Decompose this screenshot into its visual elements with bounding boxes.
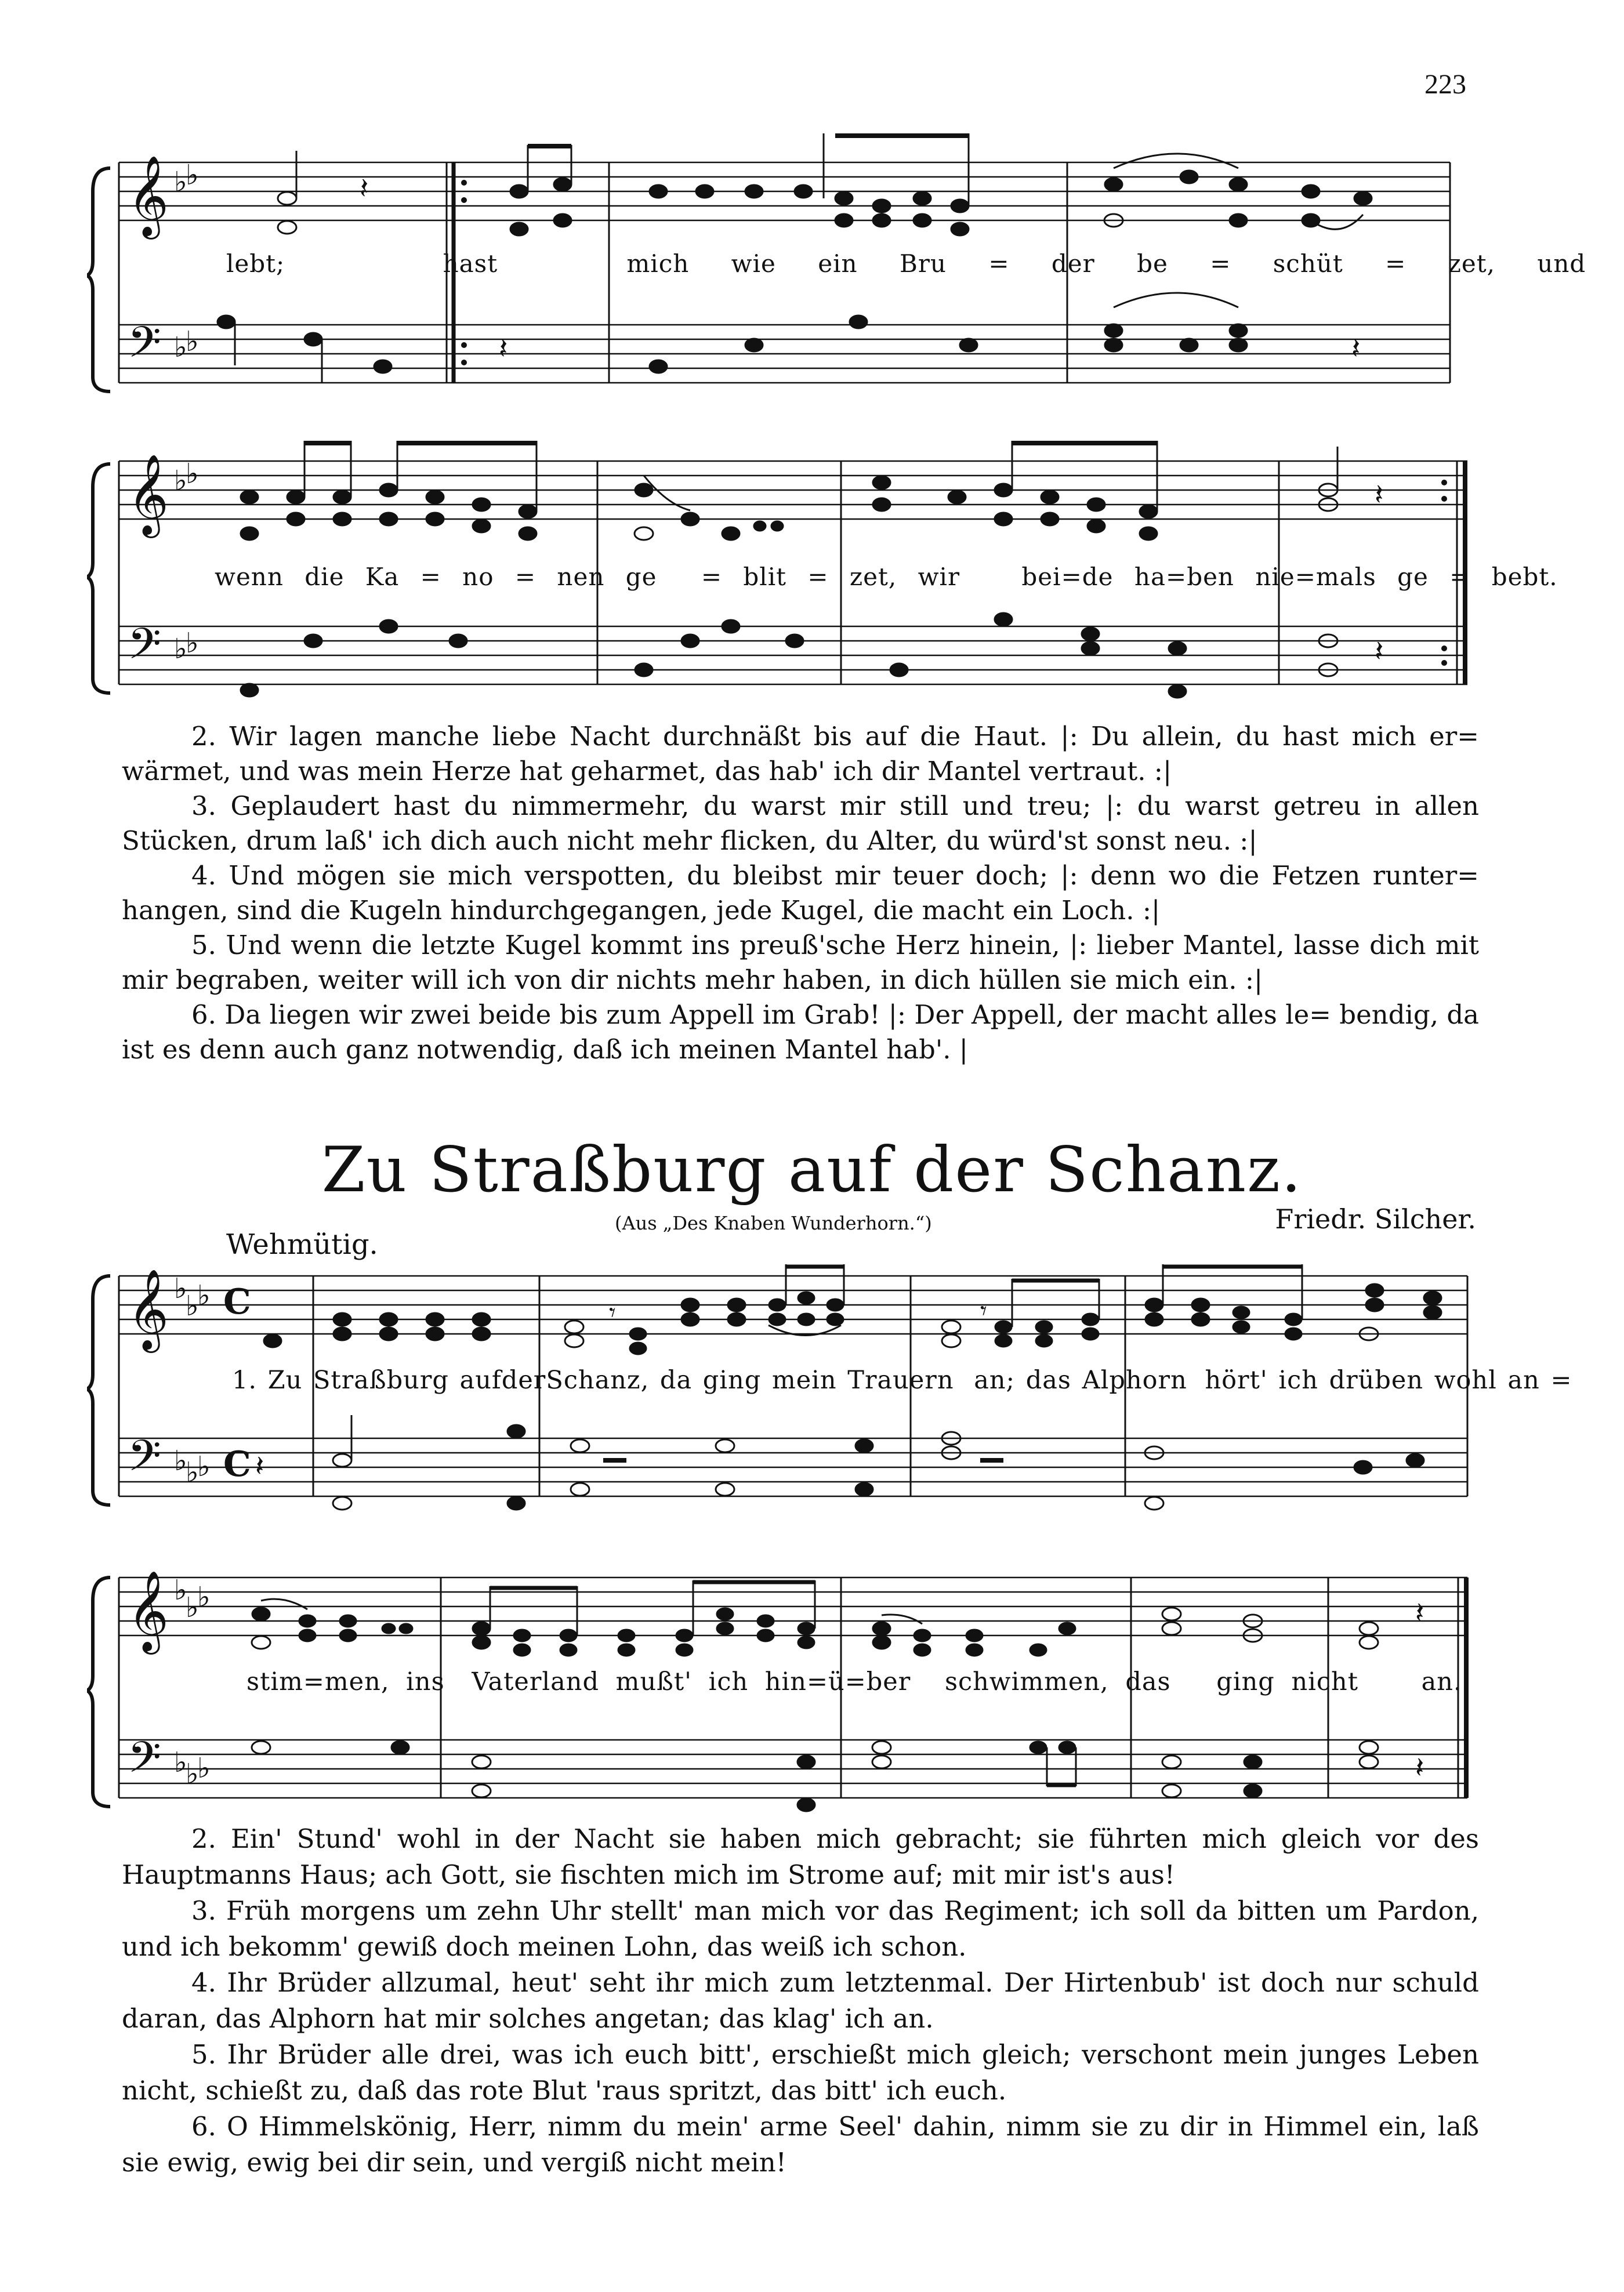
song2-system-1-lyrics xyxy=(232,1366,1572,1395)
svg-text:♭: ♭ xyxy=(174,1574,187,1606)
lyric-hyphen: = xyxy=(988,249,1010,278)
lyric-hyphen: = xyxy=(420,563,441,591)
lyric-word: wenn xyxy=(215,563,284,591)
svg-text:♭: ♭ xyxy=(174,1746,187,1779)
lyric-word: ich xyxy=(1278,1366,1318,1395)
tempo-marking: Wehmütig. xyxy=(226,1228,378,1261)
lyric-word: nie xyxy=(1255,563,1295,591)
verse-6: 6. Da liegen wir zwei beide bis zum Appell im Grab! |: Der Appell, der macht alles le= bendig, da ist es denn auch ganz notwendig, daß ich meinen Mantel hab'. | xyxy=(122,999,1479,1065)
lyric-word: ich xyxy=(708,1667,749,1696)
lyric-word: ge xyxy=(625,563,657,591)
svg-text:♭: ♭ xyxy=(174,465,187,497)
lyric-word: be xyxy=(1137,249,1168,278)
verse-2: 2. Ein' Stund' wohl in der Nacht sie haben mich gebracht; sie führten mich gleich vor des Hauptmanns Haus; ach Gott, sie fischten mich im Strome auf; mit mir ist's aus! xyxy=(122,1823,1479,1890)
lyric-word: auf xyxy=(459,1366,502,1395)
lyric-word: lebt; xyxy=(226,249,285,278)
song-title: Zu Straßburg auf der Schanz. xyxy=(321,1134,1303,1206)
svg-text:𝄽: 𝄽 xyxy=(1375,634,1384,668)
svg-text:♭: ♭ xyxy=(197,1581,211,1613)
svg-text:♭: ♭ xyxy=(174,1272,187,1305)
lyric-word: an; xyxy=(974,1366,1016,1395)
lyric-word: Vaterland xyxy=(472,1667,599,1696)
lyric-word: Bru xyxy=(899,249,947,278)
song1-system-2-lyrics xyxy=(215,563,1558,591)
svg-text:𝄢: 𝄢 xyxy=(128,317,161,378)
song1-system-1 xyxy=(87,133,1586,406)
song2-system-2 xyxy=(87,1554,1479,1827)
verse-6: 6. O Himmelskönig, Herr, nimm du mein' arme Seel' dahin, nimm sie zu dir in Himmel ein, laß sie ewig, ewig bei dir sein, und vergiß nicht mein! xyxy=(122,2111,1479,2178)
lyric-word: Straßburg xyxy=(313,1366,449,1395)
lyric-hyphen: = xyxy=(844,1667,867,1696)
song1-system-1-lyrics xyxy=(226,249,1586,278)
lyric-word: ha xyxy=(1134,563,1166,591)
verse-3: 3. Geplaudert hast du nimmermehr, du warst mir still und treu; |: du warst getreu in allen Stücken, drum laß' ich dich auch nicht mehr flicken, du Alter, du würd'st sonst neu. :| xyxy=(122,790,1479,856)
svg-text:𝄢: 𝄢 xyxy=(128,1431,161,1492)
lyric-hyphen: = xyxy=(1061,563,1082,591)
lyric-word: bebt. xyxy=(1491,563,1558,591)
lyric-word: hast xyxy=(443,249,498,278)
lyric-word: da xyxy=(659,1366,693,1395)
lyric-word: ins xyxy=(406,1667,445,1696)
time-signature-treble: C xyxy=(223,1282,251,1322)
song1-verses xyxy=(122,719,1479,1067)
lyric-word: an. xyxy=(1421,1667,1462,1696)
lyric-word: 1. Zu xyxy=(232,1366,303,1395)
lyric-word: der xyxy=(501,1366,546,1395)
svg-text:𝄽: 𝄽 xyxy=(360,172,369,205)
lyric-word: Trauern xyxy=(847,1366,954,1395)
lyric-word: das xyxy=(1025,1366,1071,1395)
svg-text:𝄽: 𝄽 xyxy=(1415,1751,1424,1785)
svg-text:♭: ♭ xyxy=(197,1450,211,1483)
lyric-word: drüben xyxy=(1329,1366,1424,1395)
lyric-word: no xyxy=(462,563,494,591)
verse-4: 4. Und mögen sie mich verspotten, du bleibst mir teuer doch; |: denn wo die Fetzen runter= hangen, sind die Kugeln hindurchgegangen, jede Kugel, die macht ein Loch. :| xyxy=(122,860,1479,926)
lyric-word: mals xyxy=(1315,563,1376,591)
lyric-hyphen: = xyxy=(1385,249,1406,278)
svg-text:♭: ♭ xyxy=(174,1445,187,1477)
lyric-word: de xyxy=(1082,563,1114,591)
svg-text:𝄾: 𝄾 xyxy=(980,1296,987,1326)
song-composer: Friedr. Silcher. xyxy=(1275,1203,1476,1235)
svg-text:♭: ♭ xyxy=(186,1456,199,1489)
lyric-word: mich xyxy=(626,249,690,278)
lyric-word: men, xyxy=(324,1667,390,1696)
verse-4: 4. Ihr Brüder allzumal, heut' seht ihr mich zum letztenmal. Der Hirtenbub' ist doch nur schuld daran, das Alphorn hat mir solches angetan; das klag' ich an. xyxy=(122,1967,1479,2034)
song-source: (Aus „Des Knaben Wunderhorn.“) xyxy=(615,1212,932,1234)
svg-text:♭: ♭ xyxy=(186,1290,199,1322)
svg-text:𝄽: 𝄽 xyxy=(1351,332,1361,365)
lyric-word: ü xyxy=(828,1667,845,1696)
lyric-word: schwimmen, xyxy=(944,1667,1109,1696)
lyric-word: mein xyxy=(771,1366,837,1395)
svg-text:𝄢: 𝄢 xyxy=(128,619,161,680)
verse-2: 2. Wir lagen manche liebe Nacht durchnäßt bis auf die Haut. |: Du allein, du hast mich er= wärmet, und was mein Herze hat geharmet, das hab' ich dir Mantel vertraut. :| xyxy=(122,721,1479,786)
lyric-hyphen: = xyxy=(514,563,536,591)
song2-system-1 xyxy=(87,1253,1572,1525)
lyric-word: ber xyxy=(866,1667,911,1696)
lyric-hyphen: = xyxy=(701,563,723,591)
song2-system-2-lyrics xyxy=(246,1667,1462,1696)
lyric-word: und xyxy=(1537,249,1586,278)
lyric-word: Alphorn xyxy=(1082,1366,1187,1395)
lyric-word: hin xyxy=(764,1667,807,1696)
lyric-word: stim xyxy=(246,1667,303,1696)
lyric-word: zet, xyxy=(849,563,897,591)
svg-text:𝄞: 𝄞 xyxy=(128,1571,169,1651)
lyric-word: zet, xyxy=(1448,249,1495,278)
lyric-word: mußt' xyxy=(615,1667,692,1696)
lyric-word: bei xyxy=(1021,563,1061,591)
lyric-word: wohl xyxy=(1434,1366,1497,1395)
svg-text:𝄽: 𝄽 xyxy=(499,332,508,365)
lyric-hyphen: = xyxy=(1165,563,1187,591)
svg-text:𝄽: 𝄽 xyxy=(255,1449,264,1483)
song2-verses xyxy=(122,1821,1479,2181)
lyric-hyphen: = xyxy=(1295,563,1316,591)
svg-text:♭: ♭ xyxy=(197,1752,211,1785)
svg-text:𝄞: 𝄞 xyxy=(128,454,169,535)
page-number: 223 xyxy=(1424,69,1466,100)
lyric-word: nen xyxy=(557,563,605,591)
lyric-word: ge xyxy=(1397,563,1429,591)
lyric-word: ein xyxy=(818,249,858,278)
lyric-word: nicht xyxy=(1291,1667,1358,1696)
lyric-word: Ka xyxy=(365,563,400,591)
svg-text:𝄽: 𝄽 xyxy=(1415,1596,1424,1630)
verse-5: 5. Ihr Brüder alle drei, was ich euch bitt', erschießt mich gleich; verschont mein junges Leben nicht, schießt zu, daß das rote Blut 'raus spritzt, das bitt' ich euch. xyxy=(122,2039,1479,2106)
svg-text:♭: ♭ xyxy=(186,1758,199,1790)
lyric-word: schüt xyxy=(1273,249,1343,278)
svg-text:♭: ♭ xyxy=(174,633,187,665)
svg-text:♭: ♭ xyxy=(186,458,199,490)
verse-3: 3. Früh morgens um zehn Uhr stellt' man mich vor das Regiment; ich soll da bitten um Pardon, und ich bekomm' gewiß doch meinen Lohn, das weiß ich schon. xyxy=(122,1895,1479,1962)
lyric-word: wie xyxy=(731,249,776,278)
svg-text:♭: ♭ xyxy=(186,325,199,358)
svg-text:𝄽: 𝄽 xyxy=(1375,478,1384,512)
lyric-hyphen: = xyxy=(303,1667,325,1696)
svg-text:𝄞: 𝄞 xyxy=(128,155,169,236)
lyric-hyphen: = xyxy=(1449,563,1471,591)
svg-text:♭: ♭ xyxy=(186,159,199,191)
verse-5: 5. Und wenn die letzte Kugel kommt ins preuß'sche Herz hinein, |: lieber Mantel, lasse dich mit mir begraben, weiter will ich von dir nichts mehr haben, in dich hüllen sie mich ein. :| xyxy=(122,930,1479,995)
lyric-word: die xyxy=(304,563,345,591)
svg-text:♭: ♭ xyxy=(174,331,187,364)
lyric-word: hört' xyxy=(1205,1366,1268,1395)
lyric-word: blit xyxy=(743,563,787,591)
song1-system-2 xyxy=(87,441,1558,713)
lyric-hyphen: = xyxy=(1210,249,1231,278)
svg-text:♭: ♭ xyxy=(174,166,187,198)
svg-text:𝄾: 𝄾 xyxy=(609,1298,616,1328)
lyric-word: das xyxy=(1125,1667,1171,1696)
svg-text:♭: ♭ xyxy=(186,1591,199,1624)
lyric-word: wir xyxy=(918,563,960,591)
time-signature-bass: C xyxy=(223,1444,251,1485)
lyric-hyphen: = xyxy=(806,1667,829,1696)
lyric-word: der xyxy=(1051,249,1095,278)
svg-text:♭: ♭ xyxy=(186,627,199,659)
svg-text:𝄢: 𝄢 xyxy=(128,1732,161,1793)
svg-text:♭: ♭ xyxy=(197,1279,211,1312)
svg-text:𝄞: 𝄞 xyxy=(128,1269,169,1350)
lyric-hyphen: = xyxy=(807,563,829,591)
lyric-word: ging xyxy=(1216,1667,1275,1696)
lyric-word: an = xyxy=(1507,1366,1572,1395)
lyric-word: Schanz, xyxy=(546,1366,650,1395)
lyric-word: ging xyxy=(702,1366,762,1395)
lyric-word: ben xyxy=(1187,563,1234,591)
